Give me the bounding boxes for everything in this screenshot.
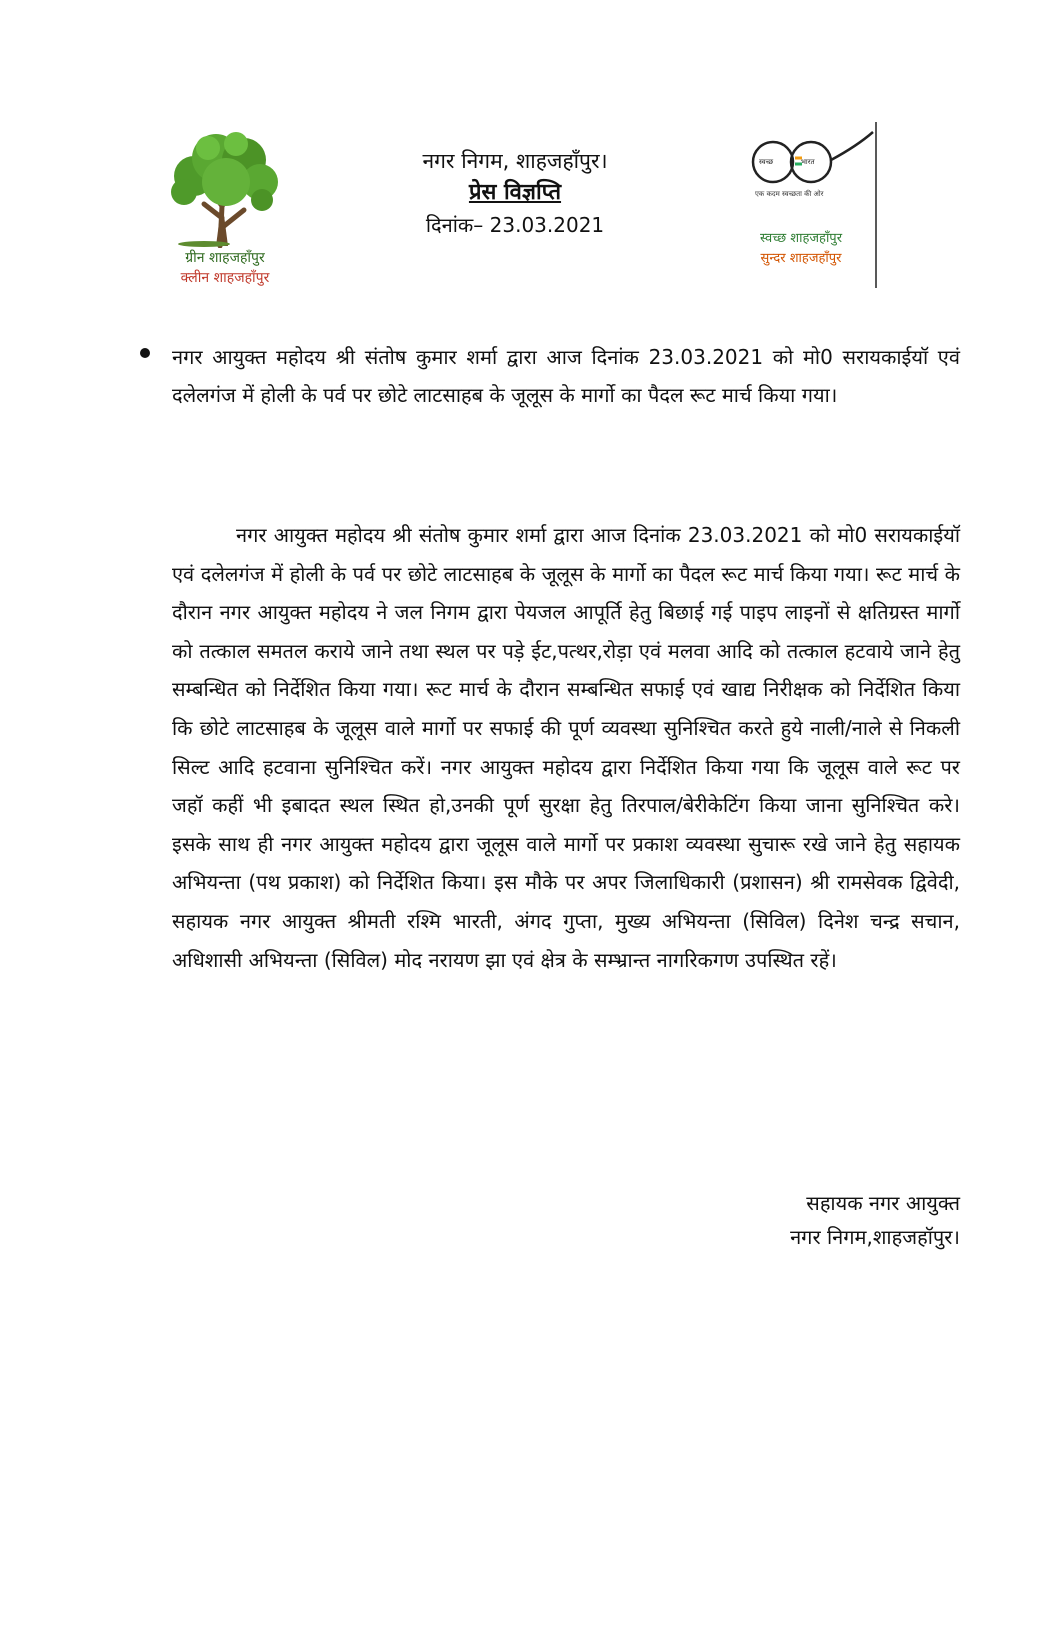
signatory-designation: सहायक नगर आयुक्त [806,1191,960,1215]
summary-text: नगर आयुक्त महोदय श्री संतोष कुमार शर्मा द्वारा आज दिनांक 23.03.2021 को मो0 सरायकाईयॉ एवं दलेलगंज में होली के पर्व पर छोटे लाटसाहब के जूलूस के मार्गो का पैदल रूट मार्च किया गया। [172,345,960,407]
org-name: नगर निगम, शाहजहाँपुर। [422,149,608,173]
page-title: प्रेस विज्ञप्ति [468,180,562,205]
sundar-slogan: सुन्दर शाहजहाँपुर [760,251,842,266]
body-paragraph: नगर आयुक्त महोदय श्री संतोष कुमार शर्मा द्वारा आज दिनांक 23.03.2021 को मो0 सरायकाईयॉ एवं दलेलगंज में होली के पर्व पर छोटे लाटसाहब के जूलूस के मार्गो का पैदल रूट मार्च किया गया। रूट मार्च के दौरान नगर आयुक्त महोदय ने जल निगम द्वारा पेयजल आपूर्ति हेतु बिछाई गई पाइप लाइनों से क्षतिग्रस्त मार्गो को तत्काल समतल कराये जाने तथा स्थल पर पड़े ईट,पत्थर,रोड़ा एवं मलवा आदि को तत्काल हटवाये जाने हेतु सम्बन्धित को निर्देशित किया गया। रूट मार्च के दौरान सम्बन्धित सफाई एवं खाद्य निरीक्षक को निर्देशित किया कि छोटे लाटसाहब के जूलूस वाले मार्गो पर सफाई की पूर्ण व्यवस्था सुनिश्चित करते हुये नाली/नाले से निकली सिल्ट आदि हटवाना सुनिश्चित करें। नगर आयुक्त महोदय द्वारा निर्देशित किया गया कि जूलूस वाले रूट पर जहॉ कहीं भी इबादत स्थल स्थित हो,उनकी पूर्ण सुरक्षा हेतु तिरपाल/बेरीकेटिंग किया जाना सुनिश्चित करे। इसके साथ ही नगर आयुक्त महोदय द्वारा जूलूस वाले मार्गो पर प्रकाश व्यवस्था सुचारू रखे जाने हेतु सहायक अभियन्ता (पथ प्रकाश) को निर्देशित किया। इस मौके पर अपर जिलाधिकारी (प्रशासन) श्री रामसेवक द्विवेदी, सहायक नगर आयुक्त श्रीमती रश्मि भारती, अंगद गुप्ता, मुख्य अभियन्ता (सिविल) दिनेश चन्द्र सचान, अधिशासी अभियन्ता (सिविल) मोद नरायण झा एवं क्षेत्र के सम्भ्रान्त नागरिकगण उपस्थित रहें। [172,523,961,972]
clean-slogan: क्लीन शाहजहाँपुर [180,270,270,286]
green-slogan: ग्रीन शाहजहाँपुर [185,250,265,266]
green-shahjahanpur-logo [150,126,300,296]
tree-icon [164,126,286,248]
swachh-bharat-glasses-icon [745,122,885,292]
lens-right-label: भारत [801,158,815,166]
swachh-tagline: एक कदम स्वच्छता की ओर [755,190,824,198]
bullet-icon [140,348,150,358]
lens-left-label: स्वच्छ [759,158,774,166]
header-center [380,146,650,240]
swachh-slogan: स्वच्छ शाहजहाँपुर [759,231,843,246]
signatory-office: नगर निगम,शाहजहॉपुर। [790,1225,960,1249]
swachh-bharat-logo [745,122,885,292]
signature-block [760,1186,960,1254]
release-date: दिनांक– 23.03.2021 [425,213,605,237]
